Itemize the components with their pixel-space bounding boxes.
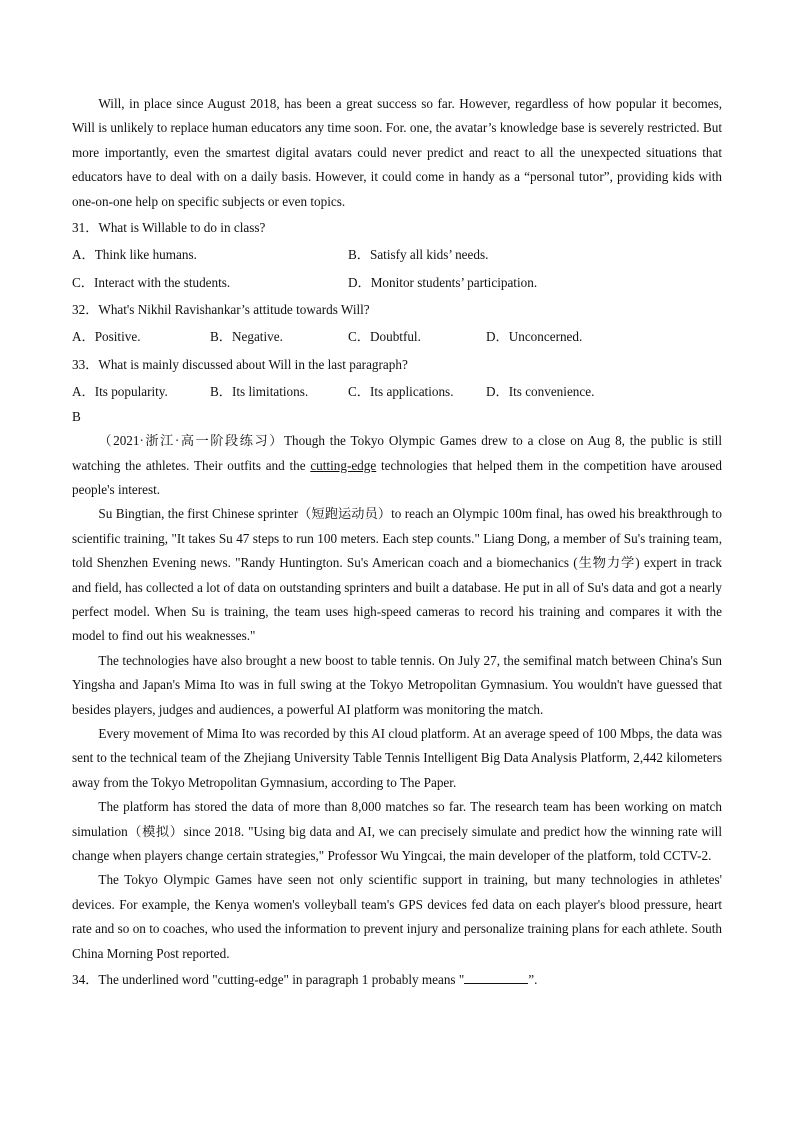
question-32-option-d[interactable]: D．Unconcerned. [486, 329, 583, 345]
question-31-option-c[interactable]: C．Interact with the students. [72, 274, 231, 290]
passage-b-paragraph-3: The technologies have also brought a new boost to table tennis. On July 27, the semifinal match between China's Sun Yingsha and Japan's Mima Ito was in full swing at the Tokyo Metropolitan Gymnasium. You wouldn't have guessed that besides players, judges and audiences, a powerful AI platform was monitoring the match. [72, 652, 722, 717]
question-31-option-a[interactable]: A．Think like humans. [72, 247, 197, 263]
question-31-stem: 31．What is Willable to do in class? [72, 220, 266, 236]
question-34-stem [72, 966, 722, 993]
passage-b-paragraph-2: Su Bingtian, the first Chinese sprinter（短跑运动员）to reach an Olympic 100m final, has owed his breakthrough to scientific training, "It takes Su 47 steps to run 100 meters. Each step counts." Liang Dong, a member of Su's training team, told Shenzhen Evening news. "Randy Huntington. Su's American coach and a biomechanics (生物力学) expert in track and field, has collected a lot of data on outstanding sprinters and built a database. He put in all of Su's data and got a nearly perfect model. When Su is training, the team uses high-speed cameras to record his training and compares it with the model to find out his weaknesses." [72, 506, 722, 644]
question-32-options [72, 323, 722, 350]
question-32-option-a[interactable]: A．Positive. [72, 329, 141, 345]
answer-blank[interactable] [464, 972, 528, 984]
passage-b-p1-text-before: Though the Tokyo Olympic Games drew to a close on Aug 8, the public is still watching the athletes. Their outfits and the [72, 433, 722, 473]
passage-b-paragraph-1 [72, 429, 722, 502]
question-31-options-row2 [72, 269, 722, 296]
question-33-options [72, 378, 722, 405]
question-31-option-b[interactable]: B．Satisfy all kids’ needs. [348, 247, 489, 263]
question-34-closing: ”. [528, 972, 538, 988]
passage-b-paragraph-5: The platform has stored the data of more than 8,000 matches so far. The research team has been working on match simulation（模拟）since 2018. "Using big data and AI, we can precisely simulate and predict how the winning rate will change when players change certain strategies," Professor Wu Yingcai, the main developer of the platform, told CCTV-2. [72, 799, 722, 864]
question-33-option-b[interactable]: B．Its limitations. [210, 383, 309, 399]
question-34-text: 34．The underlined word "cutting-edge" in paragraph 1 probably means " [72, 972, 465, 988]
passage-b-source: （2021·浙江·高一阶段练习） [98, 433, 284, 449]
question-32-option-b[interactable]: B．Negative. [210, 329, 283, 345]
question-31-option-d[interactable]: D．Monitor students’ participation. [348, 274, 538, 290]
question-32-option-c[interactable]: C．Doubtful. [348, 329, 421, 345]
question-33-option-a[interactable]: A．Its popularity. [72, 383, 168, 399]
question-33-option-d[interactable]: D．Its convenience. [486, 383, 595, 399]
question-32-stem: 32．What's Nikhil Ravishankar’s attitude towards Will? [72, 301, 370, 317]
section-label-b: B [72, 409, 81, 425]
underlined-word-cutting-edge: cutting-edge [310, 457, 377, 473]
document-page [72, 92, 722, 993]
passage-b-paragraph-4: Every movement of Mima Ito was recorded by this AI cloud platform. At an average speed of 100 Mbps, the data was sent to the technical team of the Zhejiang University Table Tennis Intelligent Big Data Analysis Platform, 2,442 kilometers away from the Tokyo Metropolitan Gymnasium, according to The Paper. [72, 725, 722, 790]
passage-b-p1-text-after: technologies that helped them in the competition have aroused people's interest. [72, 457, 723, 497]
question-33-stem: 33．What is mainly discussed about Will in the last paragraph? [72, 356, 408, 372]
question-33-option-c[interactable]: C．Its applications. [348, 383, 454, 399]
passage-b-paragraph-6: The Tokyo Olympic Games have seen not only scientific support in training, but many technologies in athletes' devices. For example, the Kenya women's volleyball team's GPS devices fed data on each player's blood pressure, heart rate and so on to coaches, who used the information to prevent injury and personalize training plans for each athlete. South China Morning Post reported. [72, 872, 722, 961]
question-31-options-row1 [72, 241, 722, 268]
passage-a-paragraph: Will, in place since August 2018, has been a great success so far. However, regardless of how popular it becomes, Will is unlikely to replace human educators any time soon. For. one, the avatar’s knowledge base is severely restricted. But more importantly, even the smartest digital avatars could never predict and react to all the unexpected situations that educators have to deal with on a daily basis. However, it could come in handy as a “personal tutor”, providing kids with one-on-one help on specific subjects or even topics. [72, 96, 722, 209]
